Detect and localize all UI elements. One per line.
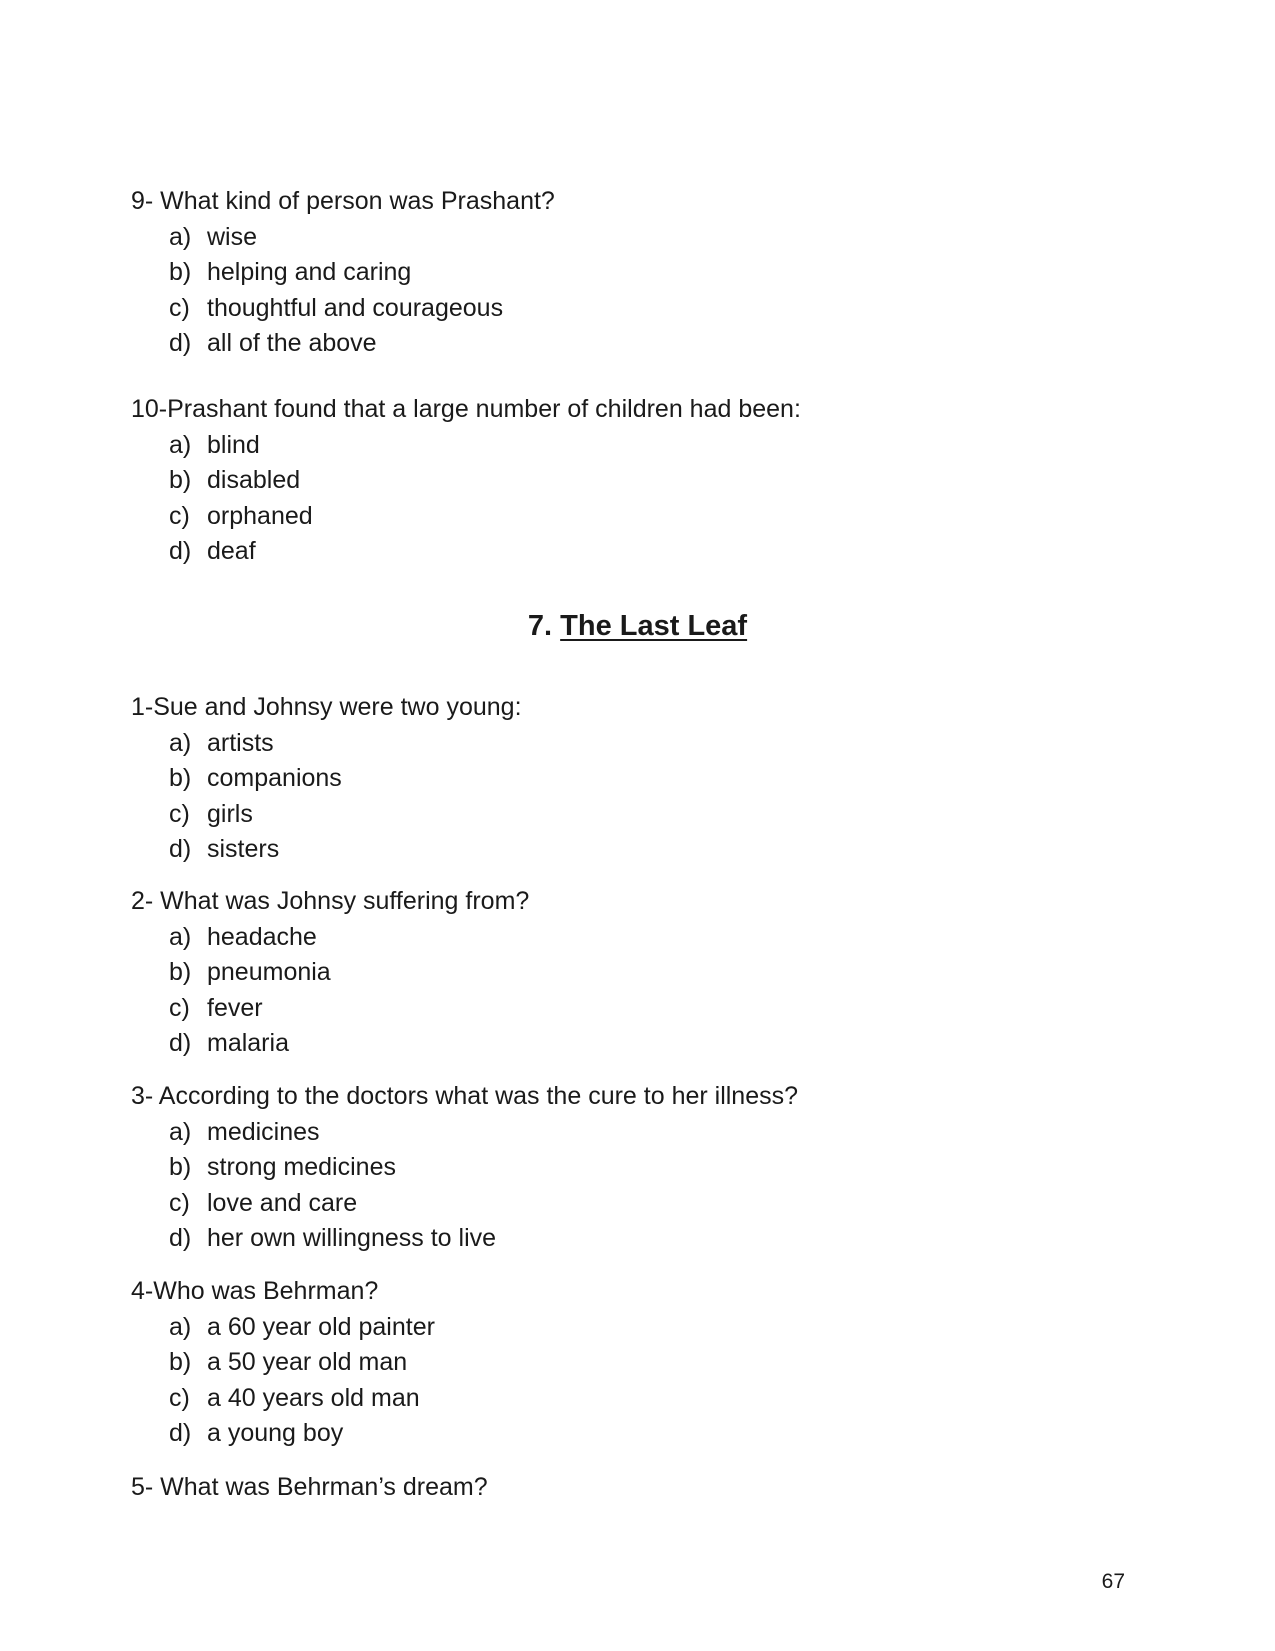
option-text: thoughtful and courageous xyxy=(207,293,504,322)
option-letter: a) xyxy=(169,1312,192,1341)
option-a xyxy=(131,220,1131,256)
question-10 xyxy=(131,392,1131,570)
question-text: 10-Prashant found that a large number of children had been: xyxy=(131,395,801,423)
option-letter: c) xyxy=(169,1383,190,1412)
option-letter: d) xyxy=(169,835,192,863)
option-letter: d) xyxy=(169,537,192,565)
question-4 xyxy=(131,1274,1131,1452)
option-letter: b) xyxy=(169,958,192,986)
option-text: love and care xyxy=(207,1188,358,1217)
option-text: fever xyxy=(207,993,263,1022)
question-2 xyxy=(131,884,1131,1062)
option-b xyxy=(131,761,1131,797)
option-a xyxy=(131,726,1131,762)
option-letter: c) xyxy=(169,293,190,322)
option-text: a 60 year old painter xyxy=(207,1312,435,1341)
option-letter: a) xyxy=(169,922,192,951)
question-9 xyxy=(131,184,1131,362)
question-text: 2- What was Johnsy suffering from? xyxy=(131,887,530,915)
question-text: 3- According to the doctors what was the cure to her illness? xyxy=(131,1082,799,1110)
option-text: pneumonia xyxy=(207,958,331,986)
option-c xyxy=(131,1186,1131,1222)
option-c xyxy=(131,291,1131,327)
option-c xyxy=(131,1381,1131,1417)
option-b xyxy=(131,463,1131,499)
question-text: 5- What was Behrman’s dream? xyxy=(131,1473,488,1501)
option-c xyxy=(131,499,1131,535)
option-text: companions xyxy=(207,764,342,792)
question-5 xyxy=(131,1470,1131,1506)
option-list xyxy=(131,920,1131,1062)
question-3 xyxy=(131,1079,1131,1257)
option-list xyxy=(131,428,1131,570)
option-a xyxy=(131,920,1131,956)
option-letter: c) xyxy=(169,993,190,1022)
option-a xyxy=(131,1310,1131,1346)
question-text: 9- What kind of person was Prashant? xyxy=(131,187,555,215)
option-list xyxy=(131,1310,1131,1452)
option-text: girls xyxy=(207,799,253,828)
option-letter: d) xyxy=(169,1224,192,1252)
option-text: a 50 year old man xyxy=(207,1348,408,1376)
option-letter: a) xyxy=(169,1117,192,1146)
section-number: 7. xyxy=(527,610,553,642)
page-number: 67 xyxy=(1101,1570,1125,1593)
option-d xyxy=(131,1026,1131,1062)
option-text: headache xyxy=(207,922,317,951)
option-d xyxy=(131,1416,1131,1452)
option-text: deaf xyxy=(207,537,256,565)
option-d xyxy=(131,326,1131,362)
option-letter: a) xyxy=(169,430,192,459)
option-letter: b) xyxy=(169,1348,192,1376)
question-text: 4-Who was Behrman? xyxy=(131,1277,379,1305)
option-letter: d) xyxy=(169,1419,192,1447)
option-a xyxy=(131,1115,1131,1151)
option-text: wise xyxy=(207,222,258,251)
option-letter: b) xyxy=(169,1153,192,1181)
option-text: a 40 years old man xyxy=(207,1383,420,1412)
option-c xyxy=(131,797,1131,833)
option-letter: a) xyxy=(169,728,192,757)
option-text: a young boy xyxy=(207,1419,344,1447)
section-title-text: The Last Leaf xyxy=(560,610,748,642)
option-d xyxy=(131,534,1131,570)
option-text: all of the above xyxy=(207,329,377,357)
option-letter: d) xyxy=(169,329,192,357)
option-text: strong medicines xyxy=(207,1153,396,1181)
option-b xyxy=(131,255,1131,291)
option-text: artists xyxy=(207,728,274,757)
option-text: her own willingness to live xyxy=(207,1224,497,1252)
option-letter: c) xyxy=(169,1188,190,1217)
option-list xyxy=(131,726,1131,868)
option-list xyxy=(131,1115,1131,1257)
option-text: blind xyxy=(207,430,260,459)
option-b xyxy=(131,1345,1131,1381)
section-heading xyxy=(0,608,1275,644)
option-text: orphaned xyxy=(207,501,313,530)
option-letter: c) xyxy=(169,501,190,530)
option-letter: d) xyxy=(169,1029,192,1057)
option-letter: b) xyxy=(169,764,192,792)
option-text: malaria xyxy=(207,1029,289,1057)
option-a xyxy=(131,428,1131,464)
option-b xyxy=(131,1150,1131,1186)
option-letter: a) xyxy=(169,222,192,251)
option-letter: c) xyxy=(169,799,190,828)
option-list xyxy=(131,220,1131,362)
question-1 xyxy=(131,690,1131,868)
option-c xyxy=(131,991,1131,1027)
option-text: helping and caring xyxy=(207,258,412,286)
option-letter: b) xyxy=(169,258,192,286)
option-text: disabled xyxy=(207,466,301,494)
option-d xyxy=(131,832,1131,868)
option-text: medicines xyxy=(207,1117,320,1146)
option-text: sisters xyxy=(207,835,280,863)
option-b xyxy=(131,955,1131,991)
option-letter: b) xyxy=(169,466,192,494)
question-text: 1-Sue and Johnsy were two young: xyxy=(131,693,522,721)
option-d xyxy=(131,1221,1131,1257)
